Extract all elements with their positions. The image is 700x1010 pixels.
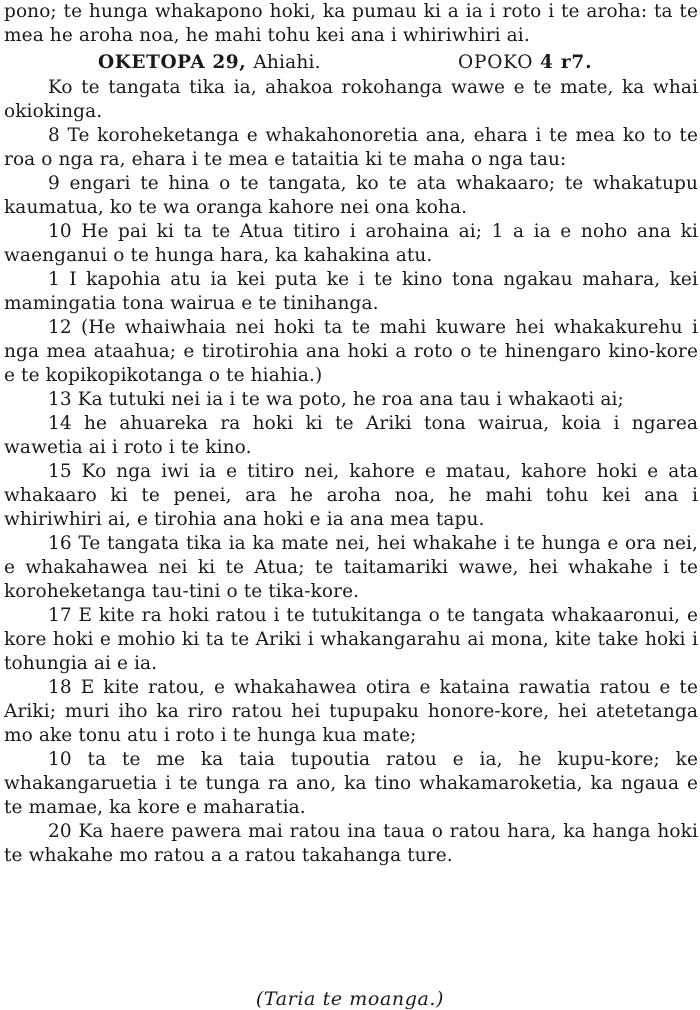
verse-paragraph: 14 he ahuareka ra hoki ki te Ariki tona wairua, koia i ngarea wawetia ai i roto i te kino.: [4, 413, 698, 458]
verse-paragraph: 17 E kite ra hoki ratou i te tutukitanga o te tangata whakaaronui, e kore hoki e mohio ki ta te Ariki i whakangarahu ai mona, kite take hoki i tohungia ai e ia.: [4, 605, 698, 674]
verse-paragraph: 1 I kapohia atu ia kei puta ke i te kino tona ngakau mahara, kei mamingatia tona wairua e te tinihanga.: [4, 269, 698, 314]
verse-list: [4, 76, 698, 868]
opening-paragraph: pono; te hunga whakapono hoki, ka pumau ki a ia i roto i te aroha: ta te mea he aroha noa, he mahi tohu kei ana i whiriwhiri ai.: [4, 1, 698, 46]
verse-paragraph: 15 Ko nga iwi ia e titiro nei, kahore e matau, kahore hoki e ata whakaaro ki te penei, ara he aroha noa, he mahi tohu kei ana i whiriwhiri ai, e tirohia ana hoki e ia ana mea tapu.: [4, 461, 698, 530]
reading-number: 4 r7.: [539, 52, 593, 73]
verse-paragraph: 12 (He whaiwhaia nei hoki ta te mahi kuware hei whakakurehu i nga mea ataahua; e tirotirohia ana hoki a roto o te hinengaro kino-kore e te kopikopikotanga o te hiahia.): [4, 317, 698, 386]
verse-paragraph: 13 Ka tutuki nei ia i te wa poto, he roa ana tau i whakaoti ai;: [48, 389, 624, 410]
heading-reading: [458, 51, 592, 75]
footer-note: (Taria te moanga.): [255, 988, 445, 1010]
verse-paragraph: 9 engari te hina o te tangata, ko te ata whakaaro; te whakatupu kaumatua, ko te wa oranga kahore nei ona koha.: [4, 173, 698, 218]
verse-paragraph: 20 Ka haere pawera mai ratou ina taua o ratou hara, ka hanga hoki te whakahe mo ratou a a ratou takahanga ture.: [4, 821, 698, 866]
heading-time: Ahiahi.: [253, 52, 321, 73]
reading-heading: [4, 50, 698, 76]
verse-paragraph: 16 Te tangata tika ia ka mate nei, hei whakahe i te hunga e ora nei, e whakahawea nei ki te Atua; te taitamariki wawe, hei whakahe i te koroheketanga tau-tini o te tika-kore.: [4, 533, 698, 602]
heading-date: OKETOPA 29, Ahiahi.: [98, 52, 321, 73]
verse-paragraph: 18 E kite ratou, e whakahawea otira e kataina rawatia ratou e te Ariki; muri iho ka riro ratou hei tupupaku honore-kore, hei atetetanga mo ake tonu atu i roto i te hunga kua mate;: [4, 677, 698, 746]
verse-paragraph: 8 Te koroheketanga e whakahonoretia ana, ehara i te mea ko to te roa o nga ra, ehara i te mea e tataitia ki te maha o nga tau:: [4, 125, 698, 170]
verse-paragraph: 10 ta te me ka taia tupoutia ratou e ia, he kupu-kore; ke whakangaruetia i te tunga ra ano, ka tino whakamaroketia, ka ngaua e te mamae, ka kore e maharatia.: [4, 749, 698, 818]
reading-label: OPOKO: [458, 52, 534, 73]
document-page: [4, 0, 698, 868]
verse-paragraph: Ko te tangata tika ia, ahakoa rokohanga wawe e te mate, ka whai okiokinga.: [4, 77, 698, 122]
verse-paragraph: 10 He pai ki ta te Atua titiro i arohaina ai; 1 a ia e noho ana ki waenganui o te hunga hara, ka kahakina atu.: [4, 221, 698, 266]
